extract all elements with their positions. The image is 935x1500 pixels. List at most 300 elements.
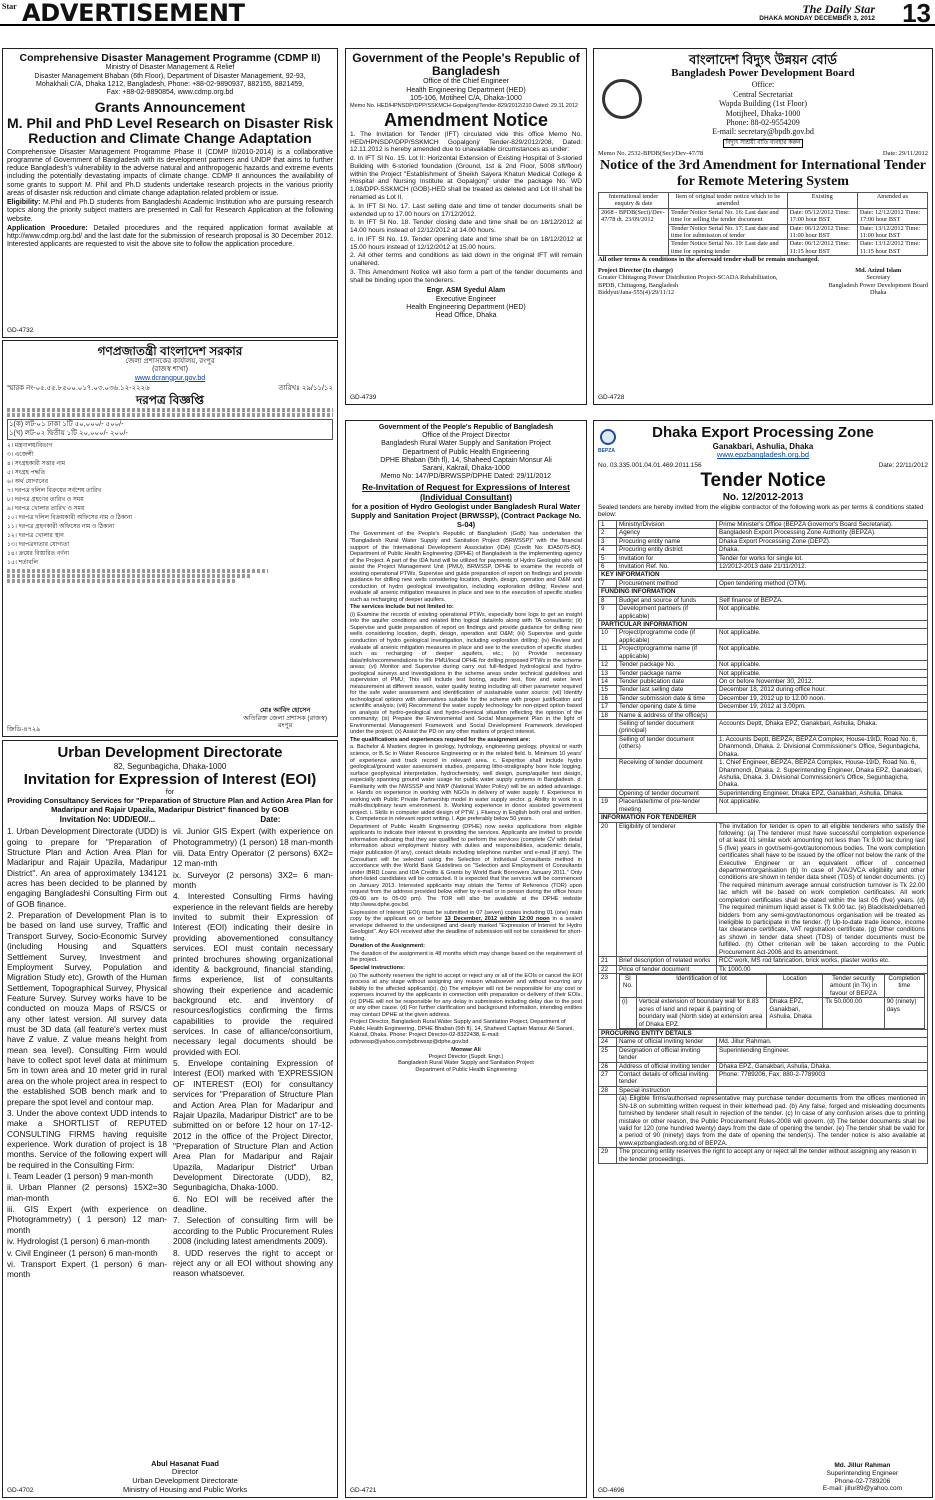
depz-sl: 24 xyxy=(599,1038,617,1046)
depz-value: RCC work, MS rod fabrication, brick works, plaster works etc. xyxy=(717,957,928,965)
dphe-duration-heading: Duration of the Assignment: xyxy=(350,943,425,950)
bpdb-cell: Date: 05/12/2012 Time: 17:00 hour BST xyxy=(787,208,857,224)
amend-address: 105-106, Motiheel C/A, Dhaka-1000 xyxy=(410,94,522,102)
depz-sl: 26 xyxy=(599,1062,617,1070)
depz-row xyxy=(599,579,928,587)
bpdb-cell: 2068 - BPDB(Sect)/Dev-47/78 dt. 23/09/2012 xyxy=(599,208,669,256)
bpdb-table-header xyxy=(599,192,928,208)
depz-value: Not applicable. xyxy=(717,798,928,814)
udd-paragraph: iii. GIS Expert (with experience on Photogrammetry) ( 1 person) 12 man-month xyxy=(7,1204,167,1235)
depz-sl xyxy=(599,720,617,736)
dphe-intro: The Government of the People's Republic of Bangladesh (GoB) has undertaken the "Bangladesh Rural Water Supply and Sanitation Project (BRWSSP)" with the financial support of the International Development Association (IDA) [Credit No: IDA5075-BD]. Department of Public Health Engineering (DPHE) of Bangladesh is the implementing agency of the Project. A part of the IDA fund will be utilized for payments of Hydro Geologist who will assist the Project Management Unit (PMU), BRWSSP, DPHE to examine the records of existing operational PTWs, Supervise and guide preparation of report on findings and provide guidance for drilling new wells considering location, depth, design, operation and O&M and conduction of hydro geological investigation, including exploration drilling; Review and evaluate all arsenic mitigation measures in place and see to the execution of specific studies such as recharging of deeper aquifers. xyxy=(350,531,582,603)
depz-section-label: FUNDING INFORMATION xyxy=(599,588,928,596)
depz-sl: 10 xyxy=(599,629,617,645)
depz-sl: 16 xyxy=(599,694,617,702)
depz-field: Name of official inviting tender xyxy=(617,1038,717,1046)
ad-ref: জিডি-৪৭২৯ xyxy=(7,726,41,734)
depz-sl: 20 xyxy=(599,822,617,957)
depz-section xyxy=(599,571,928,579)
depz-field: Eligibility of tenderer xyxy=(617,822,717,957)
amend-item: 1. The Invitation for Tender (IFT) circulated vide this office Memo No. HED/HPNSDP/DPP/SSKMCH Gopalgonj/ Tender-829/2012/208, Dated: 12.11.2012 is hereby amended due to unavailable circumstances as under: xyxy=(350,130,582,154)
bpdb-secretary-org: Bangladesh Power Development Board xyxy=(828,281,928,289)
depz-field: Invitation Ref. No. xyxy=(617,563,717,571)
dphe-gov: Government of the People's Republic of Bangladesh xyxy=(378,424,554,431)
dphe-address-1: DPHE Bhaban (5th fl), 14, Shaheed Captain Monsur Ali xyxy=(380,456,552,464)
amend-item: 2. All other terms and conditions as laid down in the original IFT will remain unaltered. xyxy=(350,252,582,268)
depz-field: Designation of official inviting tender xyxy=(617,1046,717,1062)
rangpur-branch: (রাজস্ব শাখা) xyxy=(152,366,188,374)
dphe-subheading: for a position of Hydro Geologist under Bangladesh Rural Water Supply and Sanitation Project (BRWSSP), (Contract Package No. S-04) xyxy=(350,502,582,529)
bpdb-col-header: Amended as xyxy=(857,192,927,208)
dphe-address-2: Sarani, Kakrail, Dhaka-1000 xyxy=(422,464,510,472)
depz-row xyxy=(599,546,928,554)
eligibility-label: Eligibility: xyxy=(7,199,41,207)
udd-paragraph: iv. Hydrologist (1 person) 6 man-month xyxy=(7,1236,150,1247)
depz-field: Address of official inviting tender xyxy=(617,1062,717,1070)
bpdb-secretary-city: Dhaka xyxy=(870,289,887,297)
depz-field: Contact details of official inviting tender xyxy=(617,1071,717,1087)
bpdb-cell: Tender Notice Serial No. 16: Last date and time for selling the tender document xyxy=(669,208,788,224)
depz-section-label: PROCURING ENTITY DETAILS xyxy=(599,1029,928,1037)
cdmp-address-2: Mohakhali C/A, Dhaka 1212, Bangladesh, Phone: +88-02-9890937, 882155, 8821459, xyxy=(36,80,304,88)
depz-value: Prime Minister's Office (BEPZA Governor's Board Secretariat). xyxy=(717,520,928,528)
udd-right-column xyxy=(173,826,333,1280)
depz-field: Agency xyxy=(617,529,717,537)
depz-row xyxy=(599,1148,928,1164)
rangpur-item: ১২। দরপত্র খোলার স্থান xyxy=(7,532,64,539)
depz-value: Tk 1000.00 xyxy=(717,965,928,973)
depz-field: Project/programme name (if applicable) xyxy=(617,645,717,661)
udd-for: for xyxy=(165,788,175,796)
depz-row xyxy=(599,694,928,702)
depz-lot-value: 90 (ninety) days xyxy=(884,998,924,1029)
bpdb-table xyxy=(598,192,928,256)
eligibility-text: M.Phil and Ph.D students from Bangladeshi Academic Institution who are pursuing research topics along the priority subject matters are presented in Call for Research Application at the following website. xyxy=(7,199,333,223)
depz-sl: 6 xyxy=(599,563,617,571)
dphe-services: (i) Examine the records of existing operational PTWs, especially bore logs to get an insight into the aquifer conditions and related litho logical data/info along with TA consultants; (ii) Supervise and guide preparation of report on findings and provide guidance for drilling new wells considering location, depth, design, operation and O&M; (iii) Supervise and guide conduction of hydro geological investigation, including exploration drilling; (iv) Review and evaluate all arsenic mitigation measures in place and see to the execution of specific studies such as recharging of deeper aquifers, etc.; (v) Provide necessary data/info/recommendations to the PMU/local DPHE for drilling proposed PTWs in the scheme areas; (vi) Monitor and Supervise during carry out full-fledged hydrological and hydro-geological surveys and investigations in the scheme areas under technical guidelines and supervision of PMU; This will include test boring, aquifer test, flow and water level measurement at different season, water quality testing including all other parameter required for the safe water assessment and identification of sustainable water source; (vii) Identify technological options with alternatives suitable for the scheme with proper justification and scientific analysis; (viii) Recommend the water supply technology for non-piped option based on analysis of hydro-geological and hydro-chemical situation reflecting the opinion of the community; (ix) Prepare the Environmental and Social Management Plan in the light of Environmental Management Framework and Social Development Framework developed under the project; (x) Assist the PD on any other matters of project interest. xyxy=(350,611,582,736)
rangpur-item: ১৫। শর্তাবলি xyxy=(7,559,38,566)
depz-sl: 17 xyxy=(599,703,617,711)
depz-lot-value: Tk 50,000.00 xyxy=(823,998,884,1029)
depz-field: Brief description of related works xyxy=(617,957,717,965)
amend-items xyxy=(350,131,582,285)
depz-sl: 3 xyxy=(599,537,617,545)
amend-item: a. In IFT Sl No. 17. Last selling date and time of tender documents shall be extended up to 17.00 hours on 17/12/2012. xyxy=(350,202,582,218)
rangpur-item: ১৩। দরপত্রদাতার যোগ্যতা xyxy=(7,541,70,548)
udd-paragraph: 2. Preparation of Development Plan is to be based on land use survey, Traffic and Transport Survey, Socio-Economic Survey (including Housing and Squatters Settlement Survey, Investment and Employment Survey, Population and Migration Study etc), Growth of the Human Settlement, Topographical Survey, Physical Feature Survey. Survey works have to be conducted on mouza Maps of RS/CS or any other latest version. All survey data must be 3D data (all feature's vertex must have Z value. Z value means height from mean sea level). Consulting Firm would have to collect spot level data at minimum 5m in town area and 10 meter grid in rural area on the whole project area in respect to the established SOB bench mark and to prepare the spot level and contour map. xyxy=(7,910,167,1107)
depz-sl: 4 xyxy=(599,546,617,554)
depz-section xyxy=(599,814,928,822)
dphe-signer-dept: Department of Public Health Engineering xyxy=(415,1066,517,1073)
depz-sl: 8 xyxy=(599,596,617,604)
ad-ref: GD-4696 xyxy=(598,1487,625,1495)
dphe-signer-title: Project Director (Supdt. Engr.) xyxy=(428,1053,504,1060)
depz-value: Bangladesh Export Processing Zone Authority (BEPZA). xyxy=(717,529,928,537)
rangpur-title: দরপত্র বিজ্ঞপ্তি xyxy=(135,393,205,408)
research-heading: M. Phil and PhD Level Research on Disaster Risk Reduction and Climate Change Adaptation xyxy=(7,114,333,147)
ad-ref: GD-4702 xyxy=(7,1487,34,1495)
bpdb-pd-title: Project Director (In charge) xyxy=(598,266,674,274)
depz-row xyxy=(599,1038,928,1046)
udd-signer-title: Director xyxy=(171,1467,199,1477)
page-number: 13 xyxy=(902,0,931,28)
bpdb-date: Date: 29/11/2012 xyxy=(882,150,928,157)
depz-sl: 2 xyxy=(599,529,617,537)
bpdb-cell: Tender Notice Serial No. 19: Last date and time for opening tender xyxy=(669,240,788,256)
depz-row xyxy=(599,965,928,973)
depz-eligibility: The invitation for tender is open to all eligible tenderers who satisfy the following: (a) The tenderer must have successful completion experience of at least 01 similar work amounting not less than Tk 9.00 lac during last 5 (five) years in govt/semi-govt/autonomous bodies. The work completion certificates shall have to be issued by the officer not below the rank of the Executive Engineer or an equivalent officer of concerned department/organisation (b) In case of JVA/JVCA eligibility and other conditions are shown in tender data sheet (TDS) of tender documents. (c) The required minimum average annual construction turnover is Tk 22.00 lac which will be based on work completion certificates. All work completion certificates shall be dated within the last 05 (five) years. (d) The required minimum liquid asset is Tk 9.00 lac. (e) Blacklisted/debarred bidders from any semi-govt/autonomous organisation will be treated as ineligible to participate in the tender. (f) Up-to-date trade licence, income tax clearance certificate, VAT registration certificate. (g) Other conditions as shown in tender data sheet (TDS) of tender documents must be fulfilled. (h) Other criterian will be taken according to the Public Procurement Act-2006 and its amendment. xyxy=(717,822,928,957)
udd-paragraph: ix. Surveyor (2 persons) 3X2= 6 man-month xyxy=(173,869,333,890)
depz-lot-row xyxy=(620,998,925,1029)
bpdb-cell: Date: 13/12/2012 Time: 11:15 hour BST xyxy=(857,240,927,256)
procedure-text: Detailed procedures and the required application format available at http://www.cdmp.org.bd/ and the last date for the submission of research proposal is 30 December 2012. Interested applicants are requested to visit the above site to follow the application procedure. xyxy=(7,224,333,249)
depz-signer: Md. Jillur Rahman xyxy=(834,1462,891,1470)
depz-field: Project/programme code (if applicable) xyxy=(617,629,717,645)
udd-paragraph: ii. Urban Planner (2 persons) 15X2=30 man-month xyxy=(7,1182,167,1203)
depz-sl: 13 xyxy=(599,669,617,677)
rangpur-lot-rows xyxy=(7,419,333,440)
depz-value: 12/2012-2013 date 21/11/2012. xyxy=(717,563,928,571)
depz-sl: 1 xyxy=(599,520,617,528)
rangpur-item: ৮। দরপত্র গ্রহণের তারিখ ও সময় xyxy=(7,496,84,503)
dphe-services-heading: The services include but not limited to: xyxy=(350,604,454,611)
depz-row xyxy=(599,798,928,814)
rangpur-lot-row: ১(ক) লট-০১ ঢাকা ১টি ৫০,০০০/- ৫০০/- xyxy=(9,421,124,429)
dphe-special: (a) The authority reserves the right to accept or reject any or all of the EOIs or cancel the EOI process at any stage without assigning any reason whatsoever and without incurring any liability to the affected applicant(s). (b) The employer will not be responsible for any cost or expenses incurred by the applicants in connection with preparation or delivery of their EOIs. (c) DPHE will not be responsible for any delay in submission including delay due to the post or any other cause. (d) For further clarification and background information, intending entities may contact DPHE at the given address. xyxy=(350,972,582,1018)
depz-sl: 21 xyxy=(599,957,617,965)
depz-value: 1. Accounts Deptt, BEPZA, BEPZA Complex, House-19/D, Road No. 6, Dhanmondi, Dhaka. 2. Divisional Commissioner's Office, Segunbagicha, Dhaka. xyxy=(717,735,928,758)
bpdb-office-1: Central Secretariat xyxy=(733,89,793,99)
depz-value: Dhaka EPZ, Ganakbari, Ashulia, Dhaka. xyxy=(717,1062,928,1070)
depz-field: Name & address of the office(s) xyxy=(617,711,717,719)
dphe-qualifications: a. Bachelor & Masters degree in geology, hydrology, engineering geology, physical or earth science, or B.Sc in Water Resource Engineering or in the related field. b. Minimum 10 years' of experience and track record in relevant area. c. Expertise shall include hydro geological/ground water assessment studies, preparing litho-stratigraphy bore hole logging, surface geophysical interpretation, hydrochemistry, well design, pump/aquifer test design, especially spanning ground water usage for public water supply systems in Bangladesh. d. Familiarity with the NWSSSP and NWP (National Water Policy) will be an added advantage. e. Hands on experience in working with NGOs in delivery of water supply. f. Experience in working with Public Private Partnership model in water supply sector. g. Ability to work in a multi-disciplinary team environment. h. Working experience in donor assisted government project. i. Skills in computer aided design of PTW. j. Fluency in English both oral and written. k. Competence in relevant report writing. l. Age preferably below 50 years. xyxy=(350,744,582,823)
ad-ref: GD-4728 xyxy=(598,394,625,402)
ad-ref: GD-4732 xyxy=(7,327,34,335)
depz-sl: 28 xyxy=(599,1086,617,1094)
depz-value: Phone: 7789206, Fax: 880-2-7789003 xyxy=(717,1071,928,1087)
depz-row xyxy=(599,677,928,685)
bpdb-secretary-name: Md. Azizul Islam xyxy=(855,266,902,274)
cdmp-address-3: Fax: +88-02-9890854, www.cdmp.org.bd xyxy=(106,89,234,97)
dphe-signer: Monwar Ali xyxy=(451,1047,481,1054)
depz-section xyxy=(599,588,928,596)
depz-field: Procurement method xyxy=(617,579,717,587)
depz-date: Date: 22/11/2012 xyxy=(878,461,928,469)
amend-item: b. In IFT Sl No. 18. Tender closing date and time shall be on 18/12/2012 at 14.00 hours instead of 12/12/2012 at 14.00 hours. xyxy=(350,219,582,235)
section-title: ADVERTISEMENT xyxy=(22,0,245,27)
newspaper-name: The Daily Star xyxy=(802,2,875,16)
amend-signer: Engr. ASM Syedul Alam xyxy=(426,287,506,295)
depz-value: December 19, 2012 up to 12.00 noon. xyxy=(717,694,928,702)
depz-address: Ganakbari, Ashulia, Dhaka xyxy=(712,441,814,451)
bpdb-pd-location: BPDB, Chittagong, Bangladesh xyxy=(598,281,679,289)
depz-value: Superintending Engineer. xyxy=(717,1046,928,1062)
ad-ref: GD-4739 xyxy=(350,394,377,402)
bpdb-row xyxy=(599,208,928,224)
dphe-eoi-ad xyxy=(345,420,587,1498)
page-header xyxy=(0,0,935,26)
depz-row xyxy=(599,957,928,965)
bepza-logo-text: BEPZA xyxy=(598,448,615,454)
depz-lot-head-row xyxy=(620,974,925,997)
bpdb-office-4: Phone: 88-02-9554209 xyxy=(726,118,800,128)
depz-sl: 19 xyxy=(599,798,617,814)
udd-signer: Abul Hasanat Fuad xyxy=(151,1458,219,1468)
depz-value: Not applicable. xyxy=(717,669,928,677)
depz-tender-ad xyxy=(593,420,933,1498)
depz-row xyxy=(599,1086,928,1094)
depz-field: Tender package name xyxy=(617,669,717,677)
udd-eoi-ad xyxy=(2,740,338,1498)
dphe-signer-project: Bangladesh Rural Water Supply and Sanitation Project xyxy=(398,1060,534,1067)
rangpur-website[interactable]: www.dcrangpur.gov.bd xyxy=(134,374,206,382)
rangpur-items xyxy=(7,442,333,568)
dphe-deadline: 13 December, 2012 within 12:00 noon xyxy=(444,916,550,923)
depz-sl xyxy=(599,759,617,790)
amend-gov: Government of the People's Republic of Bangladesh xyxy=(352,51,580,79)
procedure-label: Application Procedure: xyxy=(7,224,88,232)
depz-row xyxy=(599,1071,928,1087)
rangpur-signer: মোঃ আবিদ হোসেন xyxy=(259,707,311,715)
depz-lot-value: Vertical extension of boundary wall for 8.83 acres of land and repair & painting of boundary wall (North side) at extension area of Dhaka EPZ. xyxy=(636,998,767,1029)
depz-row xyxy=(599,563,928,571)
bpdb-pd-project: Greater Chittagong Power Distribution Project-SCADA Rehabilitation, xyxy=(598,274,778,282)
bpdb-cell: Tender Notice Serial No. 17: Last date and time for submission of tender xyxy=(669,224,788,240)
depz-value: Dhaka. xyxy=(717,546,928,554)
bpdb-col-header: International tender enquiry & date xyxy=(599,192,669,208)
depz-row xyxy=(599,520,928,528)
depz-field: Ministry/Division xyxy=(617,520,717,528)
depz-sl xyxy=(599,789,617,797)
depz-field: Invitation for xyxy=(617,554,717,562)
depz-office-row xyxy=(599,789,928,797)
depz-ref-no: No. 03.335.001.04.01.469.2011.156 xyxy=(598,461,702,469)
depz-sl: 23 xyxy=(599,973,617,1029)
udd-signer-org: Urban Development Directorate xyxy=(132,1476,238,1486)
rangpur-lot-row: ১(খ) লট-০২ দ্বিতীয় ১টি ২০,০০০/- ২০০/- xyxy=(9,429,128,437)
dphe-project: Bangladesh Rural Water Supply and Sanitation Project xyxy=(381,440,551,448)
cdmp-title: Comprehensive Disaster Management Programme (CDMP II) xyxy=(19,52,321,64)
depz-value: Not applicable. xyxy=(717,661,928,669)
bepza-logo-icon xyxy=(600,429,616,445)
depz-lot-col-header: Sl No. xyxy=(620,974,637,997)
depz-lot-cell xyxy=(617,973,928,1029)
bpdb-office-5: E-mail: secretary@bpdb.gov.bd xyxy=(712,127,814,137)
depz-sl: 11 xyxy=(599,645,617,661)
cdmp-address-1: Disaster Management Bhaban (6th Floor), Department of Disaster Management, 92-93, xyxy=(34,72,306,80)
depz-sl: 5 xyxy=(599,554,617,562)
depz-value: Tender for works for single lot. xyxy=(717,554,928,562)
depz-sl: 22 xyxy=(599,965,617,973)
depz-special-row xyxy=(599,1095,928,1148)
dphe-heading: Re-Invitation of Request for Expressions of Interest (Individual Consultant) xyxy=(362,482,570,503)
udd-paragraph: 3. Under the above context UDD intends to make a SHORTLIST of REPUTED CONSULTING FIRMS having requisite experience. Work duration of project is 18 months. Service of the following expert will be required in the Consulting Firm: xyxy=(7,1107,167,1170)
depz-website[interactable]: www.epzbangladesh.org.bd xyxy=(716,450,810,460)
dphe-dept: Department of Public Health Engineering xyxy=(402,448,530,456)
amend-dept: Health Engineering Department (HED) xyxy=(406,86,526,94)
rangpur-item: ৭। দরপত্র দলিল বিক্রয়ের সর্বশেষ তারিখ xyxy=(7,487,102,494)
bpdb-title: Bangladesh Power Development Board xyxy=(671,67,855,80)
depz-signer-phone: Phone-02-7789206 xyxy=(834,1477,891,1485)
depz-lot-value: (i) xyxy=(620,998,637,1029)
depz-signer-title: Superintending Engineer xyxy=(826,1470,899,1478)
udd-left-column xyxy=(7,826,167,1280)
amend-signer-title: Executive Engineer xyxy=(435,295,497,303)
depz-row xyxy=(599,711,928,719)
depz-value xyxy=(717,711,928,719)
bpdb-col-header: Existing xyxy=(787,192,857,208)
depz-value: Not applicable. xyxy=(717,605,928,621)
depz-row xyxy=(599,529,928,537)
bpdb-memo: Memo No. 2532-BPDB(Sec)/Dev-47/78 xyxy=(598,150,704,157)
depz-sl: 15 xyxy=(599,686,617,694)
depz-value: Not applicable. xyxy=(717,645,928,661)
amend-signer-dept: Health Engineering Department (HED) xyxy=(406,303,526,311)
rangpur-item: ৬। অর্থ যোগানের xyxy=(7,478,49,485)
cdmp-body: Comprehensive Disaster Management Programme Phase II (CDMP II/2010-2014) is a collaborative programme of Government of Bangladesh with its development partners and UNDP that aims to further reduce Bangladesh's vulnerability to the adverse natural and anthropogenic hazards and extreme events including the potentially devastating impacts of climate change. CDMP II announces the availability of some grants to support M. Phil and Ph.D students undertake research projects in the various priority areas of disaster risk reduction and climate change adaptation related problem or issue. xyxy=(7,148,333,197)
dphe-eoi-a: Expression of Interest (EOI) must be submitted in 07 (seven) copies including 01 (one) main copy by the applicant on or before xyxy=(350,909,582,923)
cdmp-ministry: Ministry of Disaster Management & Relief xyxy=(105,64,235,72)
depz-sl: 12 xyxy=(599,661,617,669)
amend-item: 3. This Amendment Notice will also form a part of the tender documents and shall be binding upon the tenderers. xyxy=(350,268,582,284)
rangpur-office: জেলা প্রশাসকের কার্যালয়, রংপুর xyxy=(125,358,215,366)
depz-heading: Tender Notice xyxy=(700,469,826,491)
depz-field: Selling of tender document (principal) xyxy=(617,720,717,736)
depz-sl: 27 xyxy=(599,1071,617,1087)
depz-title: Dhaka Export Processing Zone xyxy=(652,424,874,441)
dphe-special-heading: Special instructions: xyxy=(350,965,406,972)
depz-value: On or before November 30, 2012. xyxy=(717,677,928,685)
amend-memo: Memo No. HED/HPNSDP/DPP/SSKMCH-Gopalgonj/Tender-829/2012/210 Dated: 29.11.2012 xyxy=(350,103,578,110)
udd-paragraph: vii. Junior GIS Expert (with experience on Photogrammetry) (1 person) 18 man-month xyxy=(173,826,334,847)
depz-sl: 25 xyxy=(599,1046,617,1062)
udd-paragraph: vi. Transport Expert (1 person) 6 man-month xyxy=(7,1258,167,1280)
depz-intro: Sealed tenders are hereby invited from the eligible contractor of the following work as per terms & conditions stated below: xyxy=(598,503,924,519)
depz-row xyxy=(599,605,928,621)
bpdb-cell: Date: 12/12/2012 Time: 17:00 hour BST xyxy=(857,208,927,224)
depz-row xyxy=(599,645,928,661)
dphe-duration: The duration of the assignment is 48 months which may change based on the requirement of the project. xyxy=(350,950,582,964)
depz-sl: 18 xyxy=(599,711,617,719)
depz-field: Tender publication date xyxy=(617,677,717,685)
bpdb-office-3: Motijheel, Dhaka-1000 xyxy=(725,108,801,118)
depz-row xyxy=(599,537,928,545)
udd-paragraph: v. Civil Engineer (1 person) 6 man-month xyxy=(7,1247,158,1258)
depz-section-label: INFORMATION FOR TENDERER xyxy=(599,814,928,822)
rangpur-signer-title: অতিরিক্ত জেলা প্রশাসক (রাজস্ব) xyxy=(243,714,327,722)
bpdb-pd-ref: Biddyut/Jana-555(4)/29/11/12 xyxy=(598,289,675,297)
depz-signer-email: E-mail: jillur89@yahoo.com xyxy=(822,1485,902,1493)
dphe-contact: Project Director, Bangladesh Rural Water Supply and Sanitation Project, Department of Public Health Engineering, DPHE Bhaban (5th fl), 14, Shaheed Captain Mansur Ali Sarani, Kakrail, Dhaka. Phone: Project Director-02-8322438, E-mail: pdbrwssp@yahoo.com/pdbrwssp@dphe.gov.bd xyxy=(350,1019,574,1045)
bpdb-office-label: Office: xyxy=(751,80,775,90)
bpdb-note: All other terms & conditions in the aforesaid tender shall be remain unchanged. xyxy=(598,256,820,264)
udd-paragraph: viii. Data Entry Operator (2 persons) 6X2= 12 man-mth xyxy=(173,847,333,869)
depz-field: Special instruction xyxy=(617,1086,717,1094)
depz-value: December 18, 2012 during office hour. xyxy=(717,686,928,694)
rangpur-item: ৫। সংগ্রহ পদ্ধতি xyxy=(7,469,46,476)
amend-signer-office: Head Office, Dhaka xyxy=(435,312,497,320)
depz-value: The procuring entity reserves the right to accept any or reject all the tender without assigning any reason in the tender proceedings. xyxy=(617,1148,928,1164)
dphe-eoi-c: in a sealed envelope delivered to the undersigned and clearly marked "Expression of Interest for Hydro Geologist". Any EOI received after the deadline of submission will not be considered for short-listing. xyxy=(350,916,583,942)
depz-field: Selling of tender document (others) xyxy=(617,735,717,758)
amend-office: Office of the Chief Engineer xyxy=(423,78,509,86)
rangpur-gov: গণপ্রজাতন্ত্রী বাংলাদেশ সরকার xyxy=(97,344,243,358)
depz-special: (a) Eligible firms/authorised representative may purchase tender documents from the offices mentioned in SN-18 on submitting written request in their letterhead pad. (b) Any false, forged and misleading documents furnished by tenderer shall result in rejection of the tender. (c) In case of any confusion arises due to printing mistake or other reason, the Public Procurement Rules-2008 will govern. (d) The tender documents shall be valid for 120 (one hundred twenty) days from the date of opening the tender. (e) The tender shall be valid for a period of 90 (ninety) days from the date of opening the tender(s). The tender notice is also available at www.epzbangladesh.org.bd of BEPZA. xyxy=(617,1095,928,1148)
rangpur-item: ৪। সংগ্রহকারী সত্তার নাম xyxy=(7,460,66,467)
depz-row xyxy=(599,596,928,604)
bpdb-cell: Date: 13/12/2012 Time: 11:00 hour BST xyxy=(857,224,927,240)
depz-value: Not applicable. xyxy=(717,629,928,645)
udd-date: Date: xyxy=(260,814,281,824)
rangpur-item: ৩। এজেন্সী xyxy=(7,451,34,458)
bpdb-cell: Date: 06/12/2012 Time: 11:00 hour BST xyxy=(787,224,857,240)
rangpur-item: ১০। দরপত্র দলিল বিক্রয়কারী অফিসের নাম ও ঠিকানা xyxy=(7,514,133,521)
dphe-memo: Memo No: 147/PD/BRWSSP/DPHE Dated: 29/11/2012 xyxy=(380,473,552,481)
depz-lot-col-header: Completion time xyxy=(884,974,924,997)
depz-row xyxy=(599,703,928,711)
udd-paragraph: 7. Selection of consulting firm will be according to the Public Procurement Rules 2008 (including latest amendments 2009). xyxy=(173,1215,333,1247)
depz-row xyxy=(599,822,928,957)
depz-sl xyxy=(599,735,617,758)
rangpur-date: তারিখঃ ২৯/১১/১২ xyxy=(278,384,333,392)
dphe-qualifications-heading: The qualifications and experiences required for the assignment are: xyxy=(350,736,531,743)
depz-table xyxy=(598,520,928,1164)
depz-row xyxy=(599,1046,928,1062)
bpdb-office-2: Wapda Building (1st Floor) xyxy=(718,99,807,109)
depz-sl: 9 xyxy=(599,605,617,621)
depz-office-row xyxy=(599,735,928,758)
amend-item: d. In IFT Sl No. 15. Lot II: Horizontal Extension of Existing Hospital of 3-storied Building with 6-storied foundation (Ground, 1st & 2nd Floor, 5008 sft/floor) within the Project "Establishment of Sheikh Sayera Khatun Medical College & Hospital and Nursing Institute at Gopalgonj" under the package No. WD 1.08/DPP-SSKMCH (GOB)-HED shall be treated as deleted and Lot III shall be renamed as Lot II. xyxy=(350,155,582,201)
grants-heading: Grants Announcement xyxy=(94,99,246,116)
bpdb-heading: Notice of the 3rd Amendment for International Tender for Remote Metering System xyxy=(600,157,926,189)
bpdb-cell: Date: 06/12/2012 Time: 11:15 hour BST xyxy=(787,240,857,256)
depz-row xyxy=(599,669,928,677)
depz-row xyxy=(599,1062,928,1070)
depz-lot-col-header: Identification of lot xyxy=(636,974,767,997)
ad-ref: GD-4721 xyxy=(350,1487,377,1495)
depz-row xyxy=(599,686,928,694)
depz-field: Receiving of tender document xyxy=(617,759,717,790)
rangpur-item: ২। মন্ত্রণালয়/বিভাগ xyxy=(7,442,53,449)
depz-sl: 29 xyxy=(599,1148,617,1164)
depz-field: Procuring entity district xyxy=(617,546,717,554)
depz-section-label: PARTICULAR INFORMATION xyxy=(599,620,928,628)
depz-field: Place/date/time of pre-tender meeting xyxy=(617,798,717,814)
depz-field: Tender package No. xyxy=(617,661,717,669)
rangpur-item: ১১। দরপত্র গ্রহণকারী অফিসের নাম ও ঠিকানা xyxy=(7,523,115,530)
depz-office-row xyxy=(599,759,928,790)
udd-subject: Providing Consultancy Services for "Preparation of Structure Plan and Action Area Plan for Madaripur and Rajair Upazila, Madaripur District" financed by GOB xyxy=(7,796,333,814)
rangpur-memo: স্মারক নং-০৫.৫৫.৮৫০০.০১৭.০৩.০৩৬.১২-২২২৬ xyxy=(7,384,150,392)
depz-office-row xyxy=(599,720,928,736)
depz-sl: 14 xyxy=(599,677,617,685)
depz-field: Tender submission date & time xyxy=(617,694,717,702)
depz-sl xyxy=(599,1095,617,1148)
udd-paragraph: 8. UDD reserves the right to accept or reject any or all EOI without showing any reason whatsoever. xyxy=(173,1247,333,1279)
dphe-office: Office of the Project Director xyxy=(422,432,510,440)
depz-sl: 7 xyxy=(599,579,617,587)
depz-lot-header xyxy=(599,973,928,1029)
rangpur-item: ৯। দরপত্র খোলার তারিখ ও সময় xyxy=(7,505,85,512)
depz-field: Price of tender document xyxy=(617,965,717,973)
rangpur-tender-ad xyxy=(2,340,338,737)
depz-value: Open tendering method (OTM). xyxy=(717,579,928,587)
depz-value: Self finance of BEPZA. xyxy=(717,596,928,604)
udd-paragraph: 6. No EOI will be received after the deadline. xyxy=(173,1193,333,1215)
depz-value: Superintending Engineer, Dhaka EPZ, Ganakbari, Ashulia, Dhaka. xyxy=(717,789,928,797)
depz-row xyxy=(599,554,928,562)
depz-subheading: No. 12/2012-2013 xyxy=(722,492,804,504)
